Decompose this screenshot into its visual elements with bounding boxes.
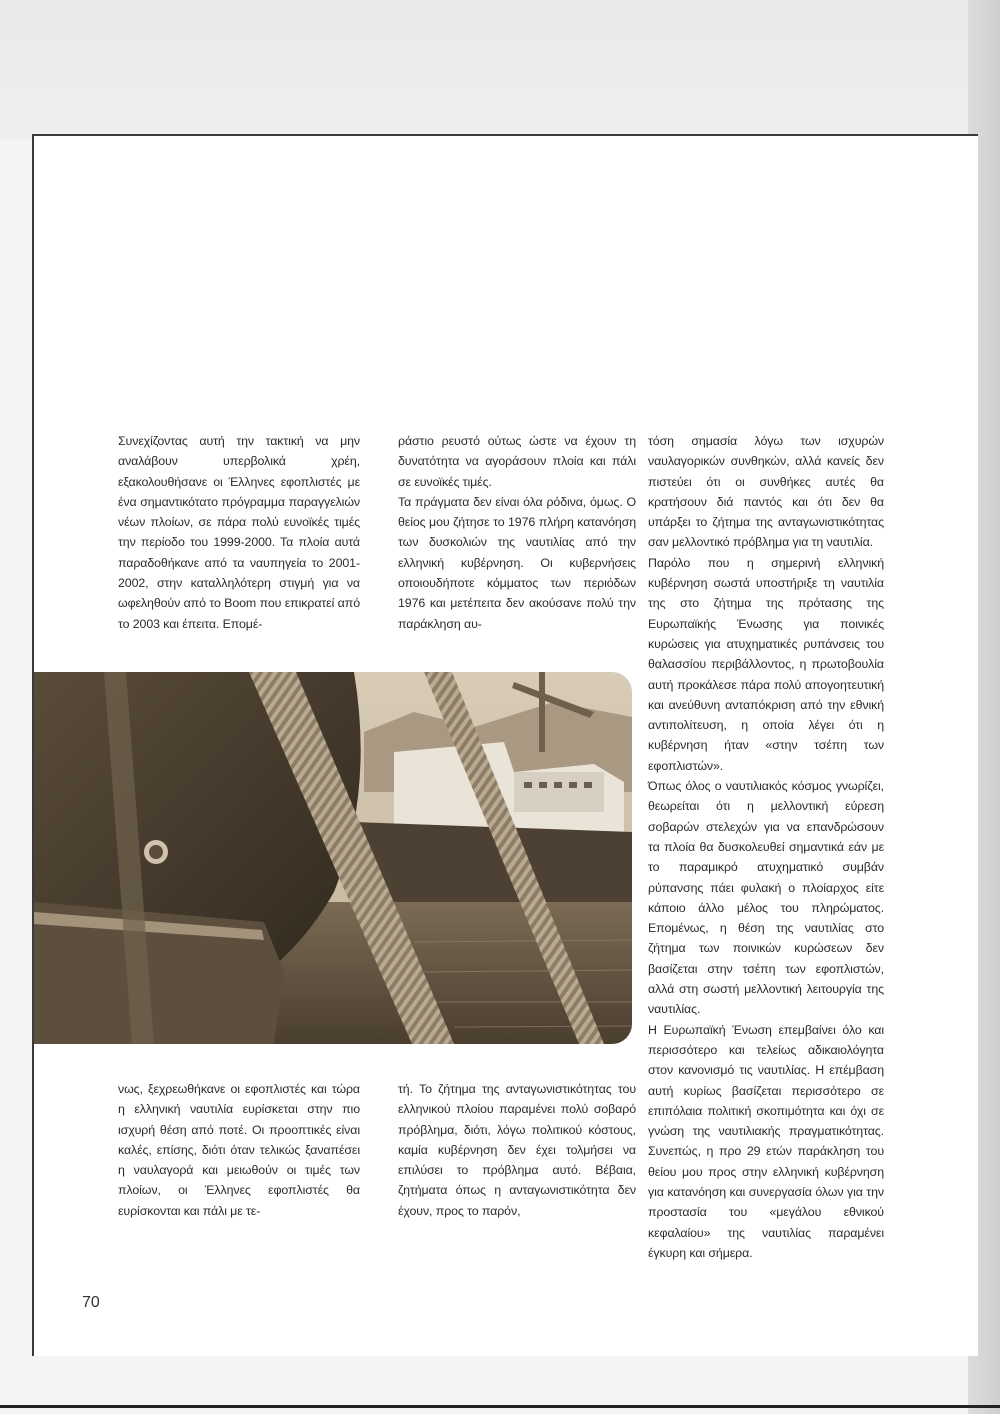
column-middle-top (398, 431, 636, 634)
paragraph: Η Ευρωπαϊκή Ένωση επεμβαίνει όλο και περισσότερο και τελείως αδικαιολόγητα στον κανονισμό τις ναυτιλίας. Η επέμβαση αυτή κυρίως βασίζεται περισσότερο σε επιπόλαια πολιτική σκοπιμότητα και όχι σε γνώση της ναυτιλιακής πραγματικότητας. Συνεπώς, η προ 29 ετών παράκληση του θείου μου προς στην ελληνική κυβέρνηση για κατανόηση και συνεργασία όλων για την προστασία του «μεγάλου εθνικού κεφαλαίου» της ναυτιλίας παραμένει έγκυρη και σήμερα. (648, 1022, 884, 1260)
column-left-bottom (118, 1079, 360, 1221)
ship-mooring-ropes-illustration (34, 672, 632, 1044)
paragraph: Παρόλο που η σημερινή ελληνική κυβέρνηση σωστά υποστήριξε τη ναυτιλία της στο ζήτημα της πρότασης της Ευρωπαϊκής Ένωσης για ποινικές κυρώσεις για ατυχηματικές ρυπάνσεις του θαλασσίου περιβάλλοντος, η πρωτοβουλία αυτή προκάλεσε πάρα πολύ απογοητευτική και ανεύθυνη ανταπόκριση από την εθνική αντιπολίτευση, η οποία λέγει ότι η κυβέρνηση ήταν «στην τσέπη των εφοπλιστών». (648, 555, 884, 773)
column-right (648, 431, 884, 1263)
paragraph: Όπως όλος ο ναυτιλιακός κόσμος γνωρίζει, θεωρείται ότι η μελλοντική εύρεση σοβαρών στελεχών για να επανδρώσουν τα πλοία θα δυσκολευθεί σημαντικά εάν με το παραμικρό ατυχηματικό συμβάν ρύπανσης πάει φυλακή ο πλοίαρχος είτε κάποιο άλλο μέλος του πληρώματος. Επομένως, η θέση της ναυτιλίας στο ζήτημα των ποινικών κυρώσεων δεν βασίζεται στην τσέπη των εφοπλιστών, αλλά στη σωστή μελλοντική λειτουργία της ναυτιλίας. (648, 779, 884, 1017)
column-middle-bottom (398, 1079, 636, 1221)
bottom-divider (0, 1405, 1000, 1408)
scan-background (0, 0, 1000, 140)
paragraph: τόση σημασία λόγω των ισχυρών ναυλαγορικών συνθηκών, αλλά κανείς δεν πιστεύει ότι οι συνθήκες αυτές θα κρατήσουν διά παντός και ότι δεν θα υπάρξει το ζήτημα της ανταγωνιστικότητας σαν μελλοντικό πρόβλημα για τη ναυτιλία. (648, 434, 884, 550)
paragraph: Τα πράγματα δεν είναι όλα ρόδινα, όμως. Ο θείος μου ζήτησε το 1976 πλήρη κατανόηση των δυσκολιών της ναυτιλίας από την ελληνική κυβέρνηση. Οι κυβερνήσεις οποιουδήποτε κόμματος των περιόδων 1976 και μετέπειτα δεν ακούσανε πολύ την παράκληση αυ- (398, 494, 636, 631)
harbor-ship-photo (34, 672, 632, 1044)
paragraph: νως, ξεχρεωθήκανε οι εφοπλιστές και τώρα η ελληνική ναυτιλία ευρίσκεται στην πιο ισχυρή θέση από ποτέ. Οι προοπτικές είναι καλές, επίσης, διότι όταν τελικώς ξαναπέσει η ναυλαγορά και μειωθούν οι τιμές των πλοίων, οι Έλληνες εφοπλιστές θα ευρίσκονται και πάλι με τε- (118, 1082, 360, 1218)
paragraph: Συνεχίζοντας αυτή την τακτική να μην αναλάβουν υπερβολικά χρέη, εξακολουθήσανε οι Έλληνες εφοπλιστές με ένα σημαντικότατο πρόγραμμα παραγγελιών νέων πλοίων, σε πάρα πολύ ευνοϊκές τιμές την περίοδο του 1999-2000. Τα πλοία αυτά παραδοθήκανε από τα ναυπηγεία το 2001-2002, στην καταλληλότερη στιγμή για να ωφεληθούν από το Boom που επικρατεί από το 2003 και έπειτα. Επομέ- (118, 434, 360, 631)
paragraph: ράστιο ρευστό ούτως ώστε να έχουν τη δυνατότητα να αγοράσουν πλοία και πάλι σε ευνοϊκές τιμές. (398, 434, 636, 489)
page-number: 70 (82, 1294, 100, 1311)
paragraph: τή. Το ζήτημα της ανταγωνιστικότητας του ελληνικού πλοίου παραμένει πολύ σοβαρό πρόβλημα, διότι, λόγω πολιτικού κόστους, καμία κυβέρνηση δεν έχει τολμήσει να επιλύσει το πρόβλημα αυτό. Βέβαια, ζητήματα όπως η ανταγωνιστικότητα δεν έχουν, προς το παρόν, (398, 1082, 636, 1218)
column-left-top (118, 431, 360, 634)
